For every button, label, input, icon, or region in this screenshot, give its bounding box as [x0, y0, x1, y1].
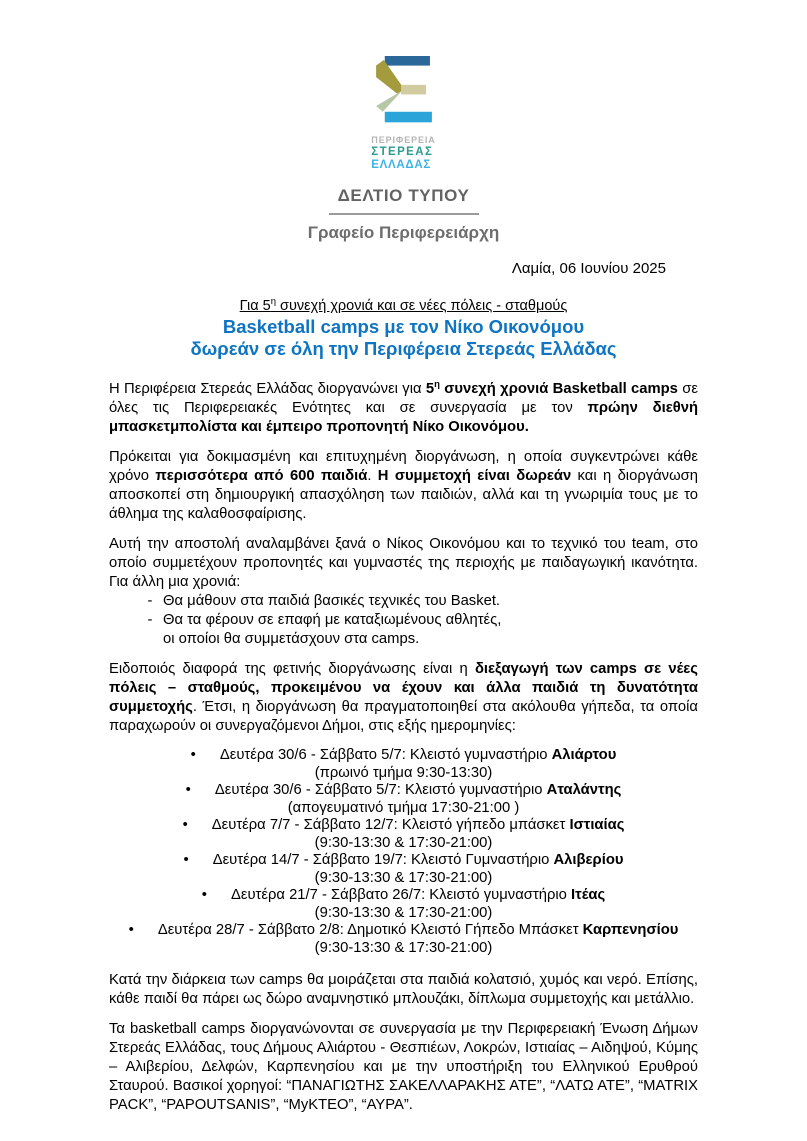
paragraph-intro	[109, 375, 698, 437]
schedule-item	[109, 817, 698, 852]
schedule-venue: Αλιάρτου	[551, 747, 617, 764]
p2-text-2: .	[367, 468, 378, 485]
dash-item-text: Θα μάθουν στα παιδιά βασικές τεχνικές του Basket.	[163, 593, 501, 610]
p4-text: Ειδοποιός διαφορά της φετινής διοργάνωσης είναι η	[109, 661, 475, 678]
bullet-icon: •	[190, 747, 196, 764]
logo-caption-region: ΠΕΡΙΦΕΡΕΙΑ	[371, 135, 436, 145]
schedule-venue: Ιστιαίας	[569, 817, 625, 834]
kicker-prefix: Για 5	[239, 298, 271, 315]
p4-bold: διεξαγωγή των camps σε νέες πόλεις – σταθμούς, προκειμένου να έχουν και άλλα παιδιά τη δυνατότητα συμμετοχής	[109, 661, 699, 716]
schedule-text: Δευτέρα 30/6 - Σάββατο 5/7: Κλειστό γυμναστήριο	[219, 747, 552, 764]
list-item	[109, 611, 698, 630]
bullet-icon: •	[128, 922, 134, 939]
bullet-icon: •	[183, 852, 189, 869]
masthead-divider	[329, 213, 479, 215]
page-title	[109, 316, 698, 360]
schedule-text: Δευτέρα 14/7 - Σάββατο 19/7: Κλειστό Γυμναστήριο	[212, 852, 554, 869]
kicker-suffix: συνεχή χρονιά και σε νέες πόλεις - σταθμούς	[276, 298, 568, 315]
p1-bold-sup: η	[434, 379, 440, 391]
schedule-item	[109, 782, 698, 817]
p2-text: Πρόκειται για δοκιμασμένη και επιτυχημένη διοργάνωση, η οποία συγκεντρώνει κάθε χρόνο	[109, 449, 698, 485]
paragraph-overview	[109, 448, 698, 524]
logo-caption-stereas: ΣΤΕΡΕΑΣ	[371, 145, 434, 158]
schedule-venue: Ιτέας	[571, 887, 606, 904]
bullet-icon: •	[201, 887, 207, 904]
schedule-venue: Αλιβερίου	[553, 852, 624, 869]
logo-chevron-lower	[376, 90, 403, 112]
office-heading: Γραφείο Περιφερειάρχη	[307, 222, 500, 242]
p1-text: Η Περιφέρεια Στερεάς Ελλάδας διοργανώνει για	[109, 381, 426, 398]
document-body	[0, 260, 807, 1116]
paragraph-difference	[109, 660, 698, 736]
title-line-2: δωρεάν σε όλη την Περιφέρεια Στερεάς Ελλάδας	[190, 338, 617, 360]
schedule-time: (9:30-13:30 & 17:30-21:00)	[314, 834, 493, 851]
schedule-venue: Αταλάντης	[546, 782, 622, 799]
schedule-time: (9:30-13:30 & 17:30-21:00)	[314, 939, 493, 956]
masthead	[0, 0, 807, 243]
schedule-item	[109, 852, 698, 887]
dash-list	[109, 592, 698, 649]
p2-text-3: και η διοργάνωση αποσκοπεί στη δημιουργική απασχόληση των παιδιών, αλλά και τη γνωριμία τους με το άθλημα της καλαθοσφαίρισης.	[109, 468, 698, 523]
schedule-item	[109, 922, 698, 957]
press-release-heading: ΔΕΛΤΙΟ ΤΥΠΟΥ	[337, 185, 470, 205]
schedule-item	[109, 747, 698, 782]
dash-icon: -	[147, 612, 153, 629]
sigma-logo-icon	[374, 56, 434, 131]
list-item-continuation	[109, 630, 698, 649]
bullet-icon: •	[185, 782, 191, 799]
paragraph-mission: Αυτή την αποστολή αναλαμβάνει ξανά ο Νίκος Οικονόμου και το τεχνικό του team, στο οποίο συμμετέχουν προπονητές και γυμναστές της περιοχής με παιδαγωγική ικανότητα. Για άλλη μια χρονιά:	[109, 536, 698, 591]
dash-item-text: Θα τα φέρουν σε επαφή με καταξιωμένους αθλητές,	[163, 612, 502, 629]
dash-spacer	[137, 630, 163, 649]
p1-bold-2: συνεχή χρονιά Basketball camps	[439, 381, 678, 398]
dash-item-text: οι οποίοι θα συμμετάσχουν στα camps.	[163, 631, 420, 648]
paragraph-partners: Τα basketball camps διοργανώνονται σε συνεργασία με την Περιφερειακή Ένωση Δήμων Στερεάς Ελλάδας, τους Δήμους Αλιάρτου - Θεσπιέων, Λοκρών, Ιστιαίας – Αιδηψού, Κύμης – Αλιβερίου, Δελφών, Καρπενησίου και με την υποστήριξη του Ελληνικού Ερυθρού Σταυρού. Βασικοί χορηγοί: “ΠΑΝΑΓΙΩΤΗΣ ΣΑΚΕΛΛΑΡΑΚΗΣ ΑΤΕ”, “ΛΑΤΩ ΑΤΕ”, “MATRIX PACK”, “PAPOUTSANIS”, “MyKTEO”, “ΑΥΡΑ”.	[109, 1021, 698, 1114]
title-line-1: Basketball camps με τον Νίκο Οικονόμου	[222, 316, 585, 338]
list-item	[109, 592, 698, 611]
kicker-line	[109, 297, 698, 315]
p2-bold: περισσότερα από 600 παιδιά	[155, 468, 368, 485]
p1-bold: 5	[425, 381, 435, 398]
logo-middle-bar	[401, 85, 426, 95]
schedule-text: Δευτέρα 28/7 - Σάββατο 2/8: Δημοτικό Κλειστό Γήπεδο Μπάσκετ	[157, 922, 583, 939]
schedule-item	[109, 887, 698, 922]
logo-caption	[371, 136, 435, 171]
kicker-superscript: η	[270, 296, 276, 308]
schedule-text: Δευτέρα 30/6 - Σάββατο 5/7: Κλειστό γυμναστήριο	[214, 782, 547, 799]
dateline: Λαμία, 06 Ιουνίου 2025	[511, 259, 666, 277]
schedule-text: Δευτέρα 7/7 - Σάββατο 12/7: Κλειστό γήπεδο μπάσκετ	[211, 817, 570, 834]
p4-text-2: . Έτσι, η διοργάνωση θα πραγματοποιηθεί στα ακόλουθα γήπεδα, τα οποία παραχωρούν οι συνεργαζόμενοι Δήμοι, στις εξής ημερομηνίες:	[109, 699, 698, 735]
schedule-time: (πρωινό τμήμα 9:30-13:30)	[314, 764, 493, 781]
schedule-venue: Καρπενησίου	[582, 922, 679, 939]
schedule-list	[109, 747, 698, 957]
logo-bottom-bar	[384, 112, 431, 123]
region-logo	[0, 56, 807, 173]
p1-bold-3: πρώην διεθνή μπασκετμπολίστα και έμπειρο προπονητή Νίκο Οικονόμου.	[109, 400, 698, 436]
schedule-time: (απογευματινό τμήμα 17:30-21:00 )	[287, 799, 520, 816]
p2-bold-2: Η συμμετοχή είναι δωρεάν	[377, 468, 572, 485]
bullet-icon: •	[182, 817, 188, 834]
p1-text-2: σε όλες τις Περιφερειακές Ενότητες και σε συνεργασία με τον	[109, 381, 698, 417]
dash-icon: -	[147, 593, 153, 610]
schedule-time: (9:30-13:30 & 17:30-21:00)	[314, 904, 493, 921]
schedule-time: (9:30-13:30 & 17:30-21:00)	[314, 869, 493, 886]
schedule-text: Δευτέρα 21/7 - Σάββατο 26/7: Κλειστό γυμναστήριο	[230, 887, 571, 904]
paragraph-gifts: Κατά την διάρκεια των camps θα μοιράζεται στα παιδιά κολατσιό, χυμός και νερό. Επίσης, κάθε παιδί θα πάρει ως δώρο αναμνηστικό μπλουζάκι, δίπλωμα συμμετοχής και μετάλλιο.	[109, 972, 698, 1008]
logo-top-bar	[384, 56, 429, 66]
logo-caption-elladas: ΕΛΛΑΔΑΣ	[371, 158, 431, 171]
